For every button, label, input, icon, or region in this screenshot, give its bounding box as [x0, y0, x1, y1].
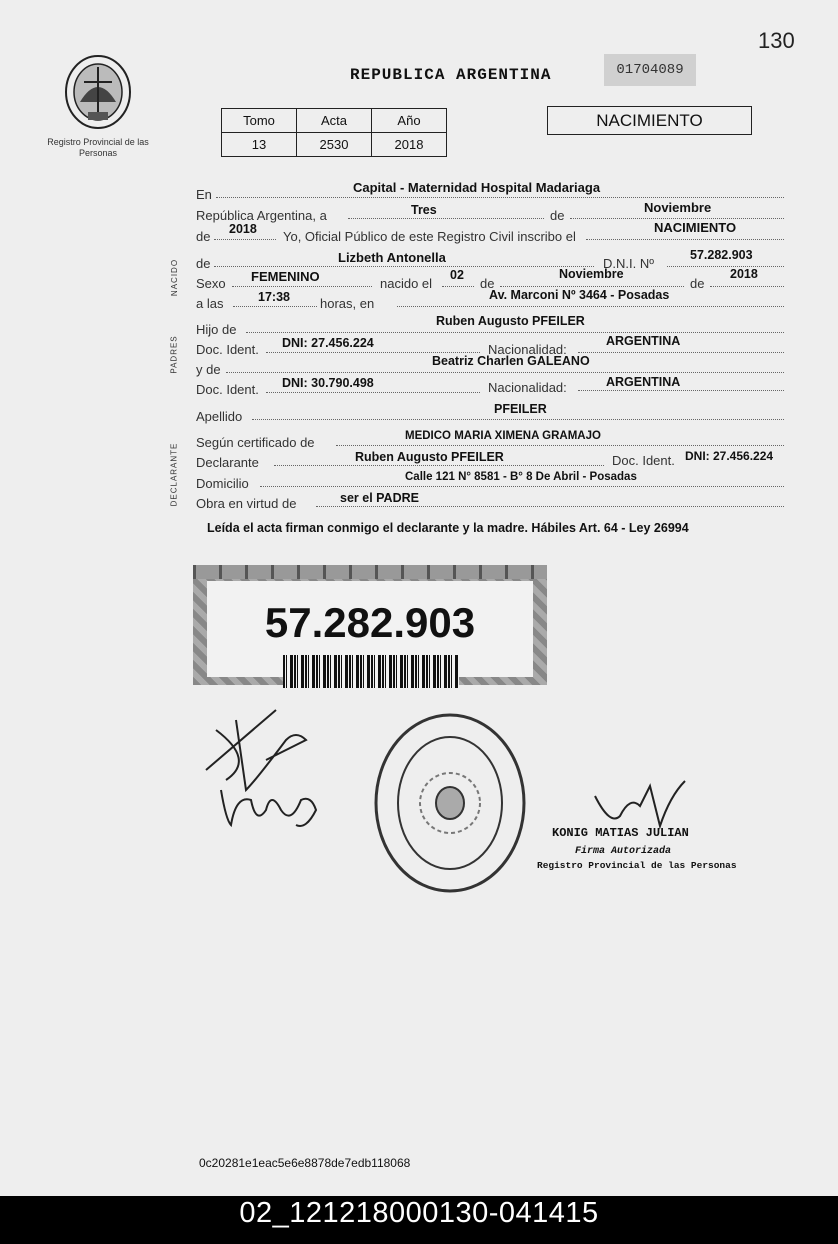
dotted-line: [316, 506, 784, 507]
dotted-line: [442, 286, 474, 287]
dotted-line: [260, 486, 784, 487]
value-birth-year: 2018: [730, 267, 758, 281]
label-nacido: nacido el: [380, 276, 433, 291]
value-birth-place: Av. Marconi Nº 3464 - Posadas: [489, 288, 670, 302]
value-certificado: MEDICO MARIA XIMENA GRAMAJO: [405, 430, 601, 442]
label-oficial: Yo, Oficial Público de este Registro Civil inscribo el: [283, 229, 576, 244]
value-mother-doc: DNI: 30.790.498: [282, 376, 374, 390]
document-hash: 0c20281e1eac5e6e8878de7edb118068: [199, 1156, 411, 1170]
label-obra: Obra en virtud de: [196, 496, 297, 511]
registry-value-ano: 2018: [372, 133, 447, 157]
value-father: Ruben Augusto PFEILER: [436, 314, 585, 328]
file-identifier: 02_121218000130-041415: [239, 1197, 599, 1229]
dotted-line: [226, 372, 784, 373]
label-year-de: de: [196, 229, 211, 244]
value-father-nationality: ARGENTINA: [606, 334, 681, 348]
value-day-words: Tres: [411, 203, 437, 217]
dotted-line: [667, 266, 784, 267]
dotted-line: [214, 266, 594, 267]
label-de: de: [550, 208, 565, 223]
dotted-line: [397, 306, 784, 307]
document-title: REPUBLICA ARGENTINA: [350, 66, 552, 84]
side-label-padres: PADRES: [169, 335, 179, 374]
sticker-inner: [207, 581, 533, 677]
value-year: 2018: [229, 222, 257, 236]
label-yde: y de: [196, 362, 221, 377]
provincial-coat-of-arms-logo: [58, 52, 138, 134]
dotted-line: [348, 218, 544, 219]
side-label-declarante: DECLARANTE: [169, 442, 179, 507]
dotted-line: [336, 445, 784, 446]
signatory-office: Registro Provincial de las Personas: [537, 860, 737, 871]
value-place: Capital - Maternidad Hospital Madariaga: [353, 180, 601, 195]
value-dni: 57.282.903: [690, 248, 753, 262]
value-mother: Beatriz Charlen GALEANO: [432, 354, 590, 368]
dotted-line: [586, 239, 784, 240]
label-sexo: Sexo: [196, 276, 226, 291]
dotted-line: [500, 286, 684, 287]
label-doc-father: Doc. Ident.: [196, 342, 259, 357]
sticker-pattern-strip: [193, 565, 547, 579]
barcode: [283, 655, 459, 688]
label-hijo: Hijo de: [196, 322, 237, 337]
label-domicilio: Domicilio: [196, 476, 249, 491]
page-number: 130: [758, 28, 795, 53]
registry-header-ano: Año: [372, 109, 447, 133]
label-dni: D.N.I. Nº: [603, 256, 654, 271]
value-domicilio: Calle 121 N° 8581 - B° 8 De Abril - Posadas: [405, 471, 637, 483]
dotted-line: [214, 239, 276, 240]
label-doc-declarante: Doc. Ident.: [612, 453, 675, 468]
value-birth-month: Noviembre: [559, 267, 624, 281]
value-month: Noviembre: [644, 200, 712, 215]
dotted-line: [252, 419, 784, 420]
label-horas: horas, en: [320, 296, 375, 311]
serial-number: 01704089: [604, 54, 696, 86]
dotted-line: [578, 352, 784, 353]
dotted-line: [570, 218, 784, 219]
label-republica: República Argentina, a: [196, 208, 327, 223]
value-name: Lizbeth Antonella: [338, 250, 446, 265]
label-de-birth-month: de: [480, 276, 495, 291]
closing-statement: Leída el acta firman conmigo el declarante y la madre. Hábiles Art. 64 - Ley 26994: [207, 521, 689, 535]
registry-header-tomo: Tomo: [222, 109, 297, 133]
value-birth-day: 02: [450, 268, 464, 282]
side-label-nacido: NACIDO: [170, 258, 180, 297]
sticker-dni-number: 57.282.903: [264, 599, 476, 646]
dotted-line: [710, 286, 784, 287]
label-en: En: [196, 187, 212, 202]
label-segun: Según certificado de: [196, 435, 315, 450]
dotted-line: [246, 332, 784, 333]
label-alas: a las: [196, 296, 224, 311]
label-declarante: Declarante: [196, 455, 259, 470]
value-inscribo: NACIMIENTO: [654, 220, 737, 235]
registry-header-acta: Acta: [297, 109, 372, 133]
dotted-line: [233, 306, 317, 307]
registry-value-acta: 2530: [297, 133, 372, 157]
logo-caption: Registro Provincial de las Personas: [47, 137, 149, 158]
official-seal: [372, 710, 528, 896]
signatory-name: KONIG MATIAS JULIAN: [552, 826, 689, 840]
value-mother-nationality: ARGENTINA: [606, 375, 681, 389]
value-declarante-doc: DNI: 27.456.224: [685, 449, 774, 463]
registry-value-tomo: 13: [222, 133, 297, 157]
label-nationality-father: Nacionalidad:: [488, 342, 567, 357]
label-doc-mother: Doc. Ident.: [196, 382, 259, 397]
dotted-line: [232, 286, 372, 287]
label-de-birth-year: de: [690, 276, 705, 291]
dotted-line: [266, 392, 480, 393]
dotted-line: [266, 352, 480, 353]
label-de-name: de: [196, 256, 211, 271]
record-type-box: NACIMIENTO: [547, 106, 752, 135]
value-birth-time: 17:38: [258, 290, 290, 304]
value-sexo: FEMENINO: [251, 269, 320, 284]
signatory-title: Firma Autorizada: [575, 846, 672, 857]
value-father-doc: DNI: 27.456.224: [282, 336, 374, 350]
dni-sticker: [193, 565, 547, 685]
registry-table: [221, 108, 447, 157]
dotted-line: [274, 465, 604, 466]
value-obra: ser el PADRE: [340, 491, 419, 505]
value-apellido: PFEILER: [494, 402, 547, 416]
label-nationality-mother: Nacionalidad:: [488, 380, 567, 395]
value-declarante: Ruben Augusto PFEILER: [355, 450, 504, 464]
dotted-line: [216, 197, 784, 198]
label-apellido: Apellido: [196, 409, 243, 424]
handwritten-signatures: [196, 700, 336, 850]
dotted-line: [578, 390, 784, 391]
